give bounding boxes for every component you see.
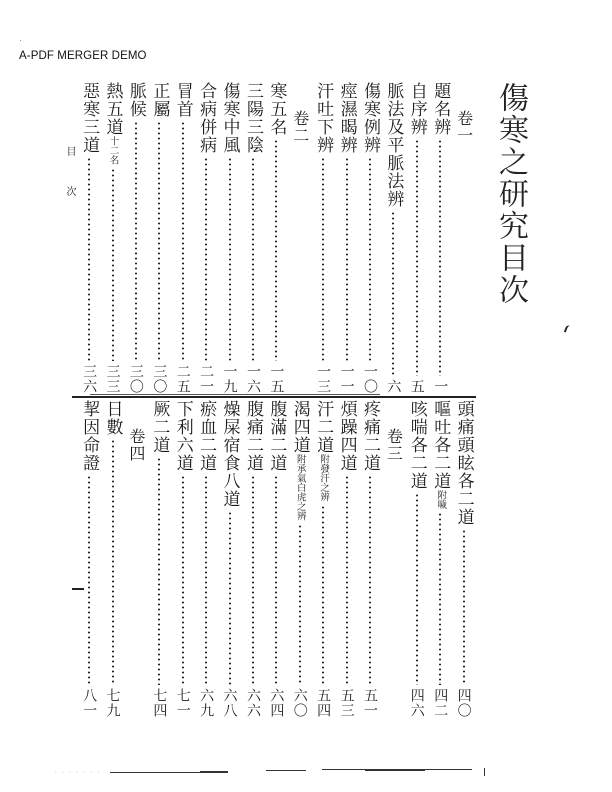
- entry-title: 渴四道: [289, 400, 310, 454]
- entry-page-number: 四六: [408, 688, 425, 718]
- volume-heading-column: [380, 400, 403, 718]
- dot-leader: [290, 524, 310, 686]
- toc-entry-column: [334, 82, 357, 394]
- toc-entry-column: [263, 400, 286, 718]
- entry-page-number: 三三: [104, 364, 121, 394]
- entry-page-number: 三六: [81, 364, 98, 394]
- toc-entry-column: [193, 400, 216, 718]
- entry-annotation: 附發汗之辨: [318, 454, 330, 502]
- toc-entry[interactable]: [313, 82, 333, 394]
- toc-entry[interactable]: [149, 82, 169, 394]
- entry-annotation: 附承氣白虎之辨: [294, 454, 306, 521]
- entry-title: 煩躁四道: [336, 400, 357, 472]
- folio-mark: [72, 588, 84, 590]
- entry-title: 汗二道: [313, 400, 334, 454]
- entry-title: 腹滿二道: [266, 400, 287, 472]
- toc-entry[interactable]: [196, 82, 216, 394]
- toc-entry[interactable]: [220, 82, 240, 394]
- entry-title: 題名辨: [430, 82, 451, 136]
- toc-entry[interactable]: [173, 400, 193, 718]
- dot-leader: [126, 121, 146, 361]
- toc-entry[interactable]: [430, 82, 450, 394]
- toc-entry[interactable]: [149, 400, 169, 718]
- entry-page-number: 六: [385, 379, 402, 394]
- dot-leader: [430, 139, 450, 376]
- toc-entry-column: [357, 82, 380, 394]
- dot-leader: [266, 475, 286, 685]
- toc-entry[interactable]: [454, 400, 474, 718]
- dot-leader: [337, 157, 357, 361]
- entry-title: 脈候: [125, 82, 146, 118]
- toc-entry-column: [404, 400, 427, 718]
- entry-annotation: 附噦: [435, 490, 447, 509]
- entry-page-number: 七一: [174, 688, 191, 718]
- entry-page-number: 一〇: [361, 364, 378, 394]
- entry-title: 三陽三陰: [242, 82, 263, 154]
- entry-title: 合病併病: [196, 82, 217, 154]
- page-title: 傷寒之研究目次: [493, 82, 528, 306]
- dot-leader: [337, 475, 357, 685]
- toc-entry-column: [427, 82, 450, 394]
- dot-leader: [313, 157, 333, 361]
- toc-entry-column: [310, 82, 333, 394]
- entry-title: 瘀血二道: [196, 400, 217, 472]
- entry-title: 腹痛二道: [242, 400, 263, 472]
- dot-leader: [243, 157, 263, 361]
- entry-title: 脈法及平脈法辨: [383, 82, 404, 208]
- entry-page-number: 一九: [221, 364, 238, 394]
- volume-heading-column: [287, 82, 310, 394]
- toc-entry[interactable]: [103, 400, 123, 718]
- entry-page-number: 一六: [244, 364, 261, 394]
- dot-leader: [454, 529, 474, 685]
- scan-rule: [266, 770, 306, 771]
- toc-entry-column: [380, 82, 403, 394]
- toc-entry-column: [240, 82, 263, 394]
- toc-entry[interactable]: [407, 82, 427, 394]
- dot-leader: [220, 157, 240, 361]
- dot-leader: [407, 493, 427, 685]
- toc-entry[interactable]: [126, 82, 146, 394]
- volume-heading: 卷一: [454, 110, 474, 144]
- entry-title: 疼痛二道: [359, 400, 380, 472]
- entry-page-number: 五三: [338, 688, 355, 718]
- toc-entry-column: [193, 82, 216, 394]
- entry-page-number: 二一: [198, 364, 215, 394]
- volume-heading-column: [123, 400, 146, 718]
- toc-entry-column: [217, 400, 240, 718]
- entry-title: 咳喘各二道: [406, 400, 427, 490]
- entry-page-number: 三〇: [127, 364, 144, 394]
- entry-title: 燥屎宿食八道: [219, 400, 240, 508]
- entry-page-number: 六六: [244, 688, 261, 718]
- volume-heading: 卷三: [384, 428, 404, 462]
- toc-entry-column: [334, 400, 357, 718]
- toc-entry-column: [287, 400, 310, 718]
- dot-leader: [79, 475, 99, 685]
- toc-entry[interactable]: [313, 400, 333, 718]
- toc-entry[interactable]: [360, 82, 380, 394]
- toc-entry-column: [404, 82, 427, 394]
- entry-title: 汗吐下辨: [313, 82, 334, 154]
- toc-bottom-columns: [76, 400, 474, 718]
- entry-title: 惡寒三道: [79, 82, 100, 154]
- toc-entry[interactable]: [220, 400, 240, 718]
- toc-entry-column: [217, 82, 240, 394]
- dot-leader: [360, 475, 380, 685]
- toc-bottom-section: [76, 400, 474, 718]
- toc-entry-column: [240, 400, 263, 718]
- toc-entry[interactable]: [290, 400, 310, 718]
- entry-title: 日數: [102, 400, 123, 436]
- dot-leader: [383, 211, 403, 376]
- toc-entry[interactable]: [360, 400, 380, 718]
- entry-title: 厥二道: [149, 400, 170, 454]
- toc-entry-column: [100, 82, 123, 394]
- dot-leader: [430, 512, 450, 685]
- entry-title: 痙濕暍辨: [336, 82, 357, 154]
- entry-title: 挈因命證: [79, 400, 100, 472]
- entry-title: 冒首: [172, 82, 193, 118]
- entry-page-number: 二五: [174, 364, 191, 394]
- margin-mark: [564, 324, 571, 333]
- entry-title: 傷寒例辨: [359, 82, 380, 154]
- volume-heading: 卷四: [126, 428, 146, 462]
- entry-title: 寒五名: [266, 82, 287, 136]
- toc-entry-column: [263, 82, 286, 394]
- entry-page-number: 一三: [315, 364, 332, 394]
- toc-entry[interactable]: [79, 400, 99, 718]
- toc-entry[interactable]: [337, 400, 357, 718]
- watermark-text: A-PDF MERGER DEMO: [19, 50, 147, 62]
- toc-entry[interactable]: [337, 82, 357, 394]
- toc-entry[interactable]: [103, 82, 123, 394]
- toc-entry[interactable]: [430, 400, 450, 718]
- entry-title: 傷寒中風: [219, 82, 240, 154]
- toc-entry-column: [146, 400, 169, 718]
- toc-top-section: [76, 82, 474, 394]
- dot-leader: [407, 139, 427, 376]
- dot-leader: [360, 157, 380, 361]
- section-divider-thin: [90, 394, 380, 395]
- scan-artifact: · · · · · · ·: [55, 770, 101, 776]
- toc-entry-column: [451, 400, 474, 718]
- volume-heading-column: [451, 82, 474, 394]
- toc-entry-column: [357, 400, 380, 718]
- entry-title: 正屬: [149, 82, 170, 118]
- entry-page-number: 五: [408, 379, 425, 394]
- dot-leader: [196, 475, 216, 685]
- dot-leader: [243, 475, 263, 685]
- toc-entry[interactable]: [407, 400, 427, 718]
- entry-page-number: 六九: [198, 688, 215, 718]
- entry-title: 下利六道: [172, 400, 193, 472]
- toc-entry[interactable]: [173, 82, 193, 394]
- toc-entry-column: [427, 400, 450, 718]
- dot-leader: [266, 139, 286, 361]
- toc-entry[interactable]: [196, 400, 216, 718]
- dot-leader: [149, 457, 169, 685]
- entry-page-number: 三〇: [151, 364, 168, 394]
- entry-title: 頭痛頭眩各二道: [453, 400, 474, 526]
- dot-leader: [149, 121, 169, 361]
- toc-entry-column: [310, 400, 333, 718]
- entry-title: 熱五道: [102, 82, 123, 136]
- dot-leader: [173, 121, 193, 361]
- scan-rule: [200, 771, 228, 773]
- dot-leader: [196, 157, 216, 361]
- entry-page-number: 一一: [338, 364, 355, 394]
- entry-page-number: 四二: [432, 688, 449, 718]
- side-label-mu: 目: [64, 146, 75, 156]
- side-label-ci: 次: [64, 186, 75, 196]
- entry-page-number: 六〇: [291, 688, 308, 718]
- scan-tick: [484, 768, 485, 776]
- dot-leader: [173, 475, 193, 685]
- toc-entry-column: [76, 400, 99, 718]
- entry-page-number: 七九: [104, 688, 121, 718]
- entry-page-number: 一: [432, 379, 449, 394]
- toc-top-columns: [76, 82, 474, 394]
- entry-page-number: 一五: [268, 364, 285, 394]
- entry-page-number: 六八: [221, 688, 238, 718]
- entry-page-number: 五四: [315, 688, 332, 718]
- entry-annotation: 十二名: [107, 136, 119, 165]
- dot-leader: [103, 168, 123, 362]
- entry-page-number: 八一: [81, 688, 98, 718]
- toc-entry[interactable]: [383, 82, 403, 394]
- dot-leader: [220, 511, 240, 685]
- entry-page-number: 六四: [268, 688, 285, 718]
- dot-leader: [79, 157, 99, 361]
- toc-entry-column: [170, 400, 193, 718]
- entry-page-number: 七四: [151, 688, 168, 718]
- toc-entry-column: [146, 82, 169, 394]
- entry-title: 嘔吐各二道: [430, 400, 451, 490]
- volume-heading: 卷二: [290, 110, 310, 144]
- toc-entry[interactable]: [243, 400, 263, 718]
- dot-leader: [103, 439, 123, 685]
- entry-page-number: 五一: [361, 688, 378, 718]
- toc-entry-column: [100, 400, 123, 718]
- entry-page-number: 四〇: [455, 688, 472, 718]
- section-divider: [72, 396, 476, 398]
- toc-entry[interactable]: [266, 400, 286, 718]
- dot-leader: [313, 505, 333, 686]
- entry-title: 自序辨: [406, 82, 427, 136]
- toc-entry-column: [123, 82, 146, 394]
- scan-rule: [365, 769, 425, 771]
- toc-entry[interactable]: [243, 82, 263, 394]
- toc-entry-column: [76, 82, 99, 394]
- toc-entry-column: [170, 82, 193, 394]
- scan-speck: [20, 40, 21, 41]
- toc-entry[interactable]: [266, 82, 286, 394]
- toc-entry[interactable]: [79, 82, 99, 394]
